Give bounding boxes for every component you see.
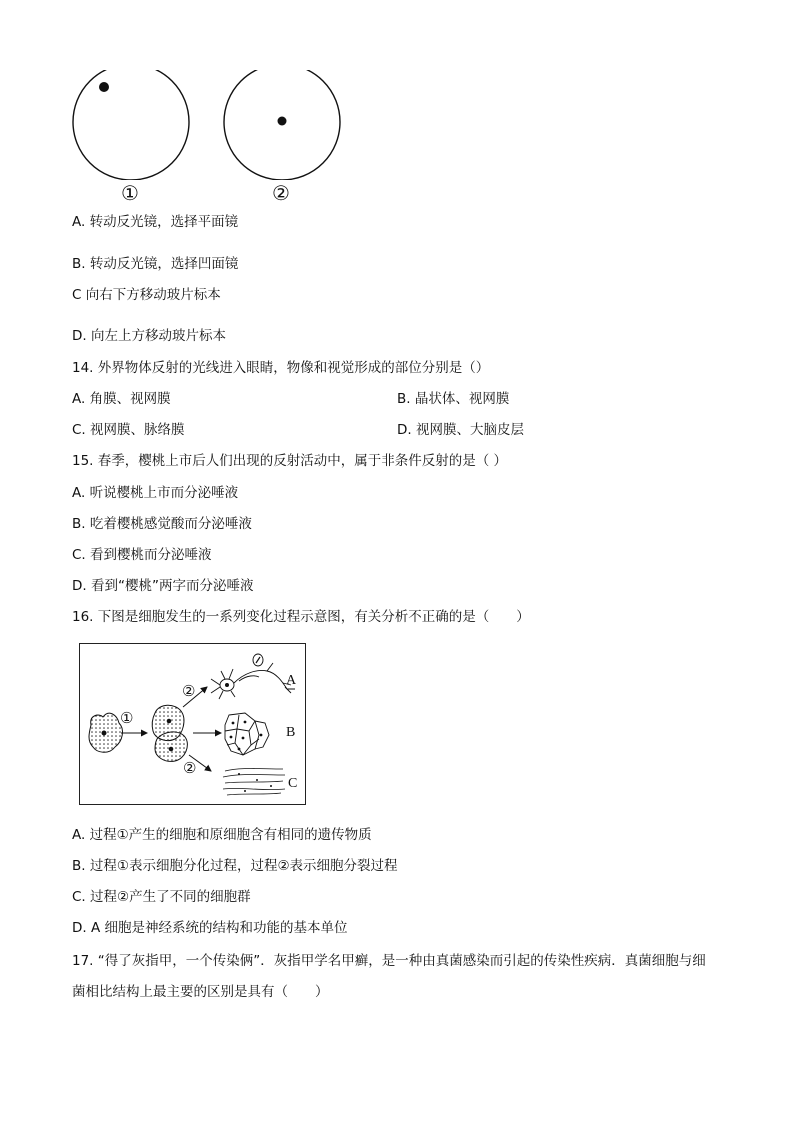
object-dot-2 bbox=[278, 117, 287, 126]
q14-option-b: B. 晶状体、视网膜 bbox=[397, 391, 510, 407]
neuron-nucleus bbox=[225, 683, 229, 687]
cell-process-drawing bbox=[79, 643, 306, 805]
divided-nucleus-1 bbox=[167, 719, 172, 724]
q16-option-a: A. 过程①产生的细胞和原细胞含有相同的遗传物质 bbox=[72, 827, 372, 843]
q15-option-a: A. 听说樱桃上市而分泌唾液 bbox=[72, 485, 239, 501]
diagram-label-a: A bbox=[286, 673, 297, 688]
diagram-label-b: B bbox=[286, 725, 296, 740]
field-label-2: ② bbox=[272, 181, 290, 205]
field-circle-1 bbox=[73, 70, 189, 180]
q16-option-c: C. 过程②产生了不同的细胞群 bbox=[72, 889, 251, 905]
q14-stem: 14. 外界物体反射的光线进入眼睛，物像和视觉形成的部位分别是（） bbox=[72, 360, 490, 376]
diagram-step-2a: ② bbox=[182, 682, 196, 700]
divided-cell-bottom bbox=[155, 732, 187, 761]
neuron-cell-a bbox=[211, 663, 295, 699]
original-nucleus bbox=[102, 731, 107, 736]
q16-option-b: B. 过程①表示细胞分化过程，过程②表示细胞分裂过程 bbox=[72, 858, 398, 874]
q16-stem: 16. 下图是细胞发生的一系列变化过程示意图，有关分析不正确的是（ ） bbox=[72, 609, 530, 625]
microscope-field-figure bbox=[60, 70, 350, 180]
q16-option-d: D. A 细胞是神经系统的结构和功能的基本单位 bbox=[72, 920, 348, 936]
q13-option-d: D. 向左上方移动玻片标本 bbox=[72, 328, 226, 344]
cell-group-b-nuclei bbox=[230, 721, 263, 751]
fiber-group-c bbox=[223, 769, 285, 796]
diagram-step-1: ① bbox=[120, 709, 134, 727]
divided-nucleus-2 bbox=[169, 747, 174, 752]
diagram-step-2b: ② bbox=[183, 759, 197, 777]
q13-option-b: B. 转动反光镜，选择凹面镜 bbox=[72, 256, 239, 272]
diagram-label-c: C bbox=[288, 776, 298, 791]
q17-line-2: 菌相比结构上最主要的区别是具有（ ） bbox=[72, 984, 329, 1000]
q14-option-a: A. 角膜、视网膜 bbox=[72, 391, 171, 407]
q14-option-d: D. 视网膜、大脑皮层 bbox=[397, 422, 524, 438]
q13-option-c: C 向右下方移动玻片标本 bbox=[72, 287, 221, 303]
q17-line-1: 17. “得了灰指甲，一个传染俩”．灰指甲学名甲癣，是一种由真菌感染而引起的传染性疾病．真菌细胞与细 bbox=[72, 953, 706, 969]
object-dot-1 bbox=[99, 82, 109, 92]
q15-option-c: C. 看到樱桃而分泌唾液 bbox=[72, 547, 212, 563]
axon-terminal-mark bbox=[256, 657, 260, 663]
q14-option-c: C. 视网膜、脉络膜 bbox=[72, 422, 185, 438]
field-label-1: ① bbox=[121, 181, 139, 205]
q15-option-b: B. 吃着樱桃感觉酸而分泌唾液 bbox=[72, 516, 252, 532]
q15-stem: 15. 春季，樱桃上市后人们出现的反射活动中，属于非条件反射的是（ ） bbox=[72, 453, 508, 469]
q13-option-a: A. 转动反光镜，选择平面镜 bbox=[72, 214, 239, 230]
cell-group-b bbox=[225, 713, 269, 755]
q15-option-d: D. 看到“樱桃”两字而分泌唾液 bbox=[72, 578, 254, 594]
